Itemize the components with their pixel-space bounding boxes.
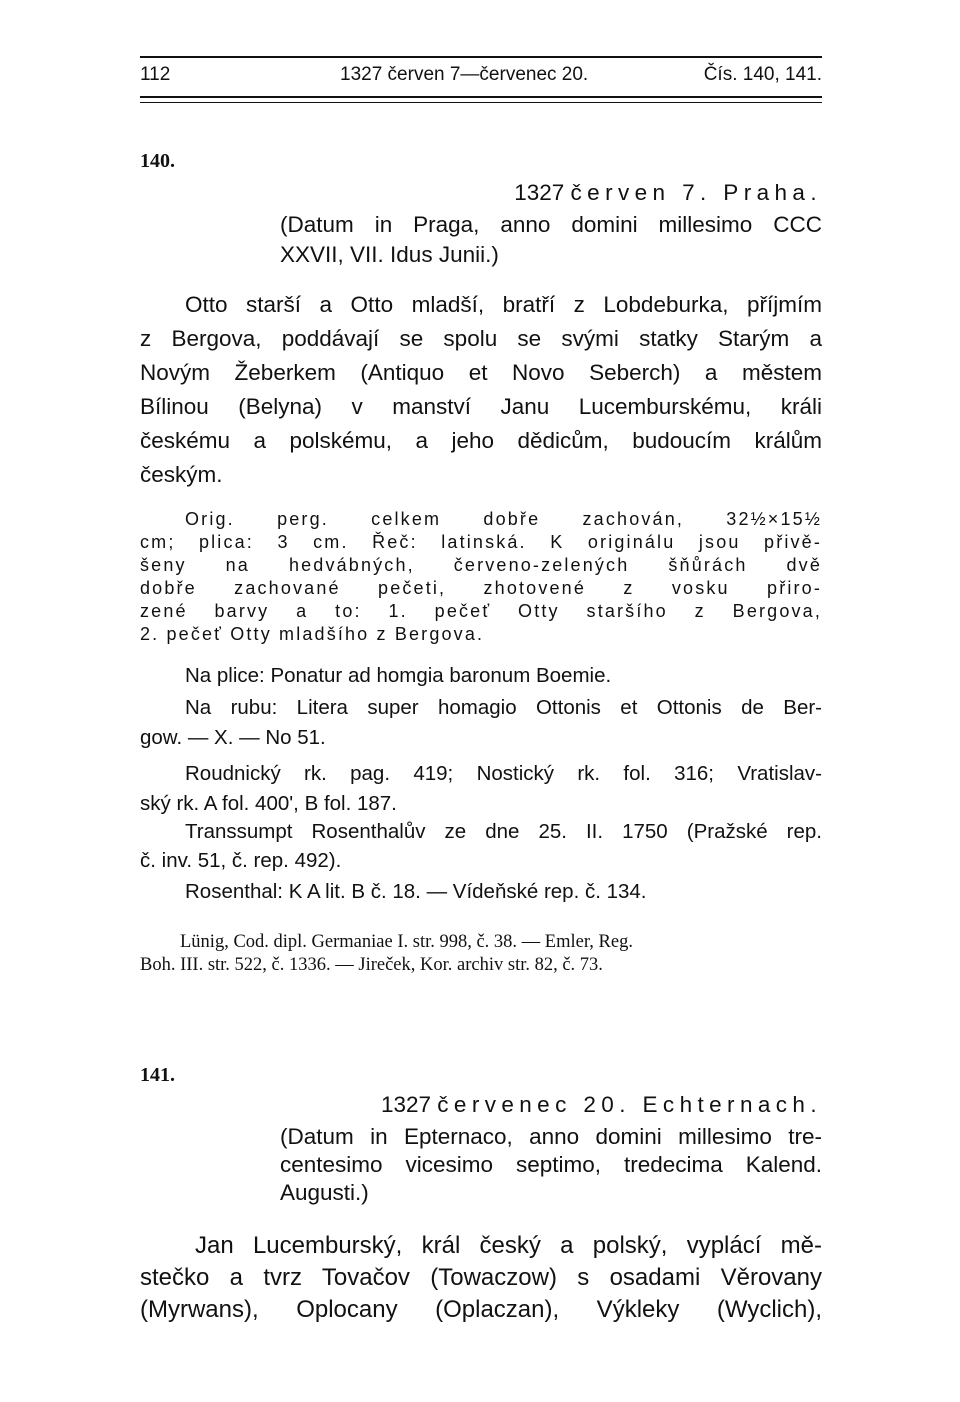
doc-140-datum-line: XXVII, VII. Idus Junii.) [280,242,499,267]
doc-140-orig-line: zené barvy a to: 1. pečeť Otty staršího z Bergova, [140,601,822,621]
header-date-range: 1327 červen 7—červenec 20. [340,64,589,85]
doc-141-dateline [381,1092,822,1118]
header-doc-numbers: Čís. 140, 141. [703,64,822,85]
doc-140-note-line: Roudnický rk. pag. 419; Nostický rk. fol. 316; Vratislav- [185,762,822,785]
doc-141-dateline-place: červenec 20. Echternach. [437,1092,822,1117]
doc-141-body-line: Jan Lucemburský, král český a polský, vyplácí mě- [195,1232,822,1259]
doc-140-body-line: Bílinou (Belyna) v manství Janu Lucemburskému, králi [140,394,822,419]
doc-140-literature-line: Lünig, Cod. dipl. Germaniae I. str. 998, č. 38. — Emler, Reg. [180,932,633,952]
running-header [140,64,822,94]
doc-140-literature-line: Boh. III. str. 522, č. 1336. — Jireček, Kor. archiv str. 82, č. 73. [140,955,603,975]
doc-140-datum-line: (Datum in Praga, anno domini millesimo CCC [280,212,822,237]
doc-140-dateline-year: 1327 [514,180,571,205]
doc-140-note-line: Na rubu: Litera super homagio Ottonis et Ottonis de Ber- [185,696,822,719]
doc-140-number: 140. [140,150,175,172]
doc-140-orig-line: dobře zachované pečeti, zhotovené z vosku přiro- [140,578,822,598]
doc-141-body-line: (Myrwans), Oplocany (Oplaczan), Výkleky (Wyclich), [140,1296,822,1323]
doc-140-note-line: ský rk. A fol. 400', B fol. 187. [140,792,397,815]
doc-140-orig-line: 2. pečeť Otty mladšího z Bergova. [140,624,485,644]
doc-140-note-line: Rosenthal: K A lit. B č. 18. — Vídeňské rep. č. 134. [185,880,647,903]
doc-140-note-line: gow. — X. — No 51. [140,726,326,749]
doc-140-note-line: č. inv. 51, č. rep. 492). [140,849,342,872]
doc-140-dateline-place: červen 7. Praha. [570,180,822,205]
doc-141-dateline-year: 1327 [380,1092,438,1117]
header-rule-2 [140,102,822,103]
doc-140-body-line: z Bergova, poddávají se spolu se svými statky Starým a [140,326,822,351]
doc-141-datum-line: Augusti.) [280,1180,369,1205]
doc-140-body-line: Otto starší a Otto mladší, bratří z Lobdeburka, příjmím [185,292,822,317]
doc-140-body-line: českému a polskému, a jeho dědicům, budoucím králům [140,428,822,453]
doc-140-dateline [514,180,822,206]
header-rule-1 [140,96,822,98]
doc-140-orig-line: šeny na hedvábných, červeno-zelených šňůrách dvě [140,555,822,575]
doc-141-body-line: stečko a tvrz Tovačov (Towaczow) s osadami Věrovany [140,1264,822,1291]
doc-140-body-line: českým. [140,462,223,487]
doc-140-orig-line: Orig. perg. celkem dobře zachován, 32½×15½ [185,509,822,529]
doc-140-orig-line: cm; plica: 3 cm. Řeč: latinská. K originálu jsou přivě- [140,532,822,552]
doc-140-note-line: Transsumpt Rosenthalův ze dne 25. II. 1750 (Pražské rep. [185,820,822,843]
page-number: 112 [140,64,171,85]
doc-141-datum-line: (Datum in Epternaco, anno domini millesimo tre- [280,1124,822,1149]
doc-140-note-line: Na plice: Ponatur ad homgia baronum Boemie. [185,664,612,687]
doc-141-datum-line: centesimo vicesimo septimo, tredecima Kalend. [280,1152,822,1177]
header-top-rule [140,56,822,58]
doc-140-body-line: Novým Žeberkem (Antiquo et Novo Seberch) a městem [140,360,822,385]
doc-141-number: 141. [140,1064,175,1086]
